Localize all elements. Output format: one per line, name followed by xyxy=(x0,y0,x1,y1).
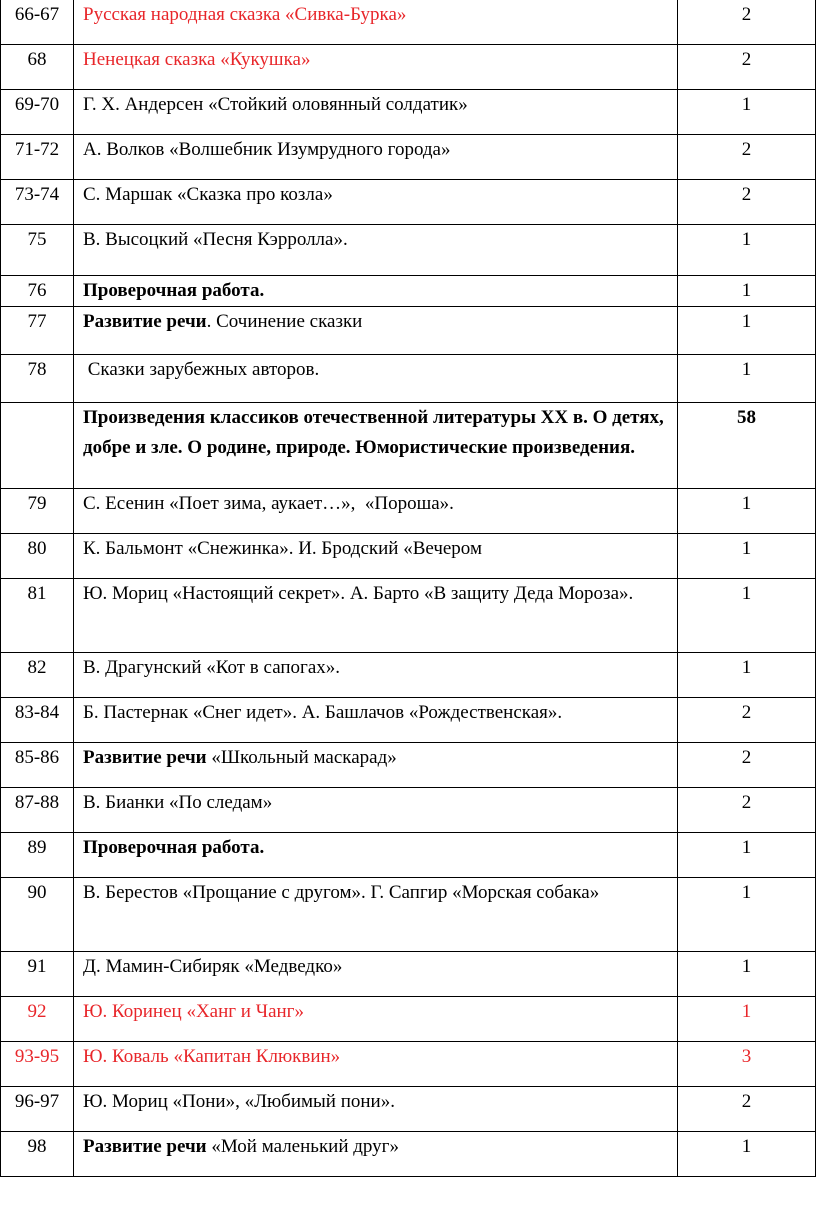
lesson-number: 79 xyxy=(1,489,74,534)
lesson-hours: 1 xyxy=(678,355,816,403)
topic-text: Г. Х. Андерсен «Стойкий оловянный солдатик» xyxy=(83,94,468,115)
table-row xyxy=(1,788,816,833)
lesson-number: 82 xyxy=(1,653,74,698)
lesson-number: 68 xyxy=(1,45,74,90)
lesson-number: 80 xyxy=(1,534,74,579)
lesson-hours: 1 xyxy=(678,579,816,653)
topic-text: С. Маршак «Сказка про козла» xyxy=(83,184,333,205)
table-row xyxy=(1,534,816,579)
table-row xyxy=(1,952,816,997)
table-row xyxy=(1,90,816,135)
table-row xyxy=(1,403,816,489)
lesson-topic xyxy=(74,307,678,355)
table-row xyxy=(1,0,816,45)
lesson-topic xyxy=(74,698,678,743)
lesson-number: 71-72 xyxy=(1,135,74,180)
topic-text: В. Бианки «По следам» xyxy=(83,792,273,813)
lesson-number: 77 xyxy=(1,307,74,355)
lesson-topic xyxy=(74,355,678,403)
topic-text: Б. Пастернак «Снег идет». А. Башлачов «Рождественская». xyxy=(83,702,563,723)
lesson-hours: 1 xyxy=(678,952,816,997)
lesson-number: 98 xyxy=(1,1132,74,1177)
lesson-hours: 1 xyxy=(678,90,816,135)
lesson-number: 92 xyxy=(1,997,74,1042)
topic-bold-part: Проверочная работа. xyxy=(83,280,265,301)
table-row xyxy=(1,833,816,878)
lesson-number: 93-95 xyxy=(1,1042,74,1087)
lesson-number: 78 xyxy=(1,355,74,403)
lesson-topic xyxy=(74,952,678,997)
lesson-number: 73-74 xyxy=(1,180,74,225)
topic-text: Ненецкая сказка «Кукушка» xyxy=(83,49,311,70)
lesson-hours: 2 xyxy=(678,45,816,90)
lesson-topic xyxy=(74,180,678,225)
lesson-number: 85-86 xyxy=(1,743,74,788)
lesson-topic xyxy=(74,833,678,878)
lesson-number: 66-67 xyxy=(1,0,74,45)
lesson-number: 76 xyxy=(1,276,74,307)
lesson-number: 87-88 xyxy=(1,788,74,833)
lesson-number: 81 xyxy=(1,579,74,653)
lesson-topic xyxy=(74,225,678,276)
lesson-hours: 2 xyxy=(678,180,816,225)
lesson-topic xyxy=(74,534,678,579)
lesson-topic xyxy=(74,135,678,180)
table-row xyxy=(1,355,816,403)
topic-text: «Школьный маскарад» xyxy=(206,747,397,768)
lesson-number: 90 xyxy=(1,878,74,952)
table-row xyxy=(1,579,816,653)
lesson-number: 75 xyxy=(1,225,74,276)
lesson-hours: 3 xyxy=(678,1042,816,1087)
lesson-hours: 2 xyxy=(678,1087,816,1132)
table-row xyxy=(1,489,816,534)
lesson-hours: 2 xyxy=(678,0,816,45)
table-row xyxy=(1,997,816,1042)
topic-text: Д. Мамин-Сибиряк «Медведко» xyxy=(83,956,343,977)
lesson-hours: 1 xyxy=(678,833,816,878)
topic-bold-part: Развитие речи xyxy=(83,1136,207,1157)
lesson-number: 69-70 xyxy=(1,90,74,135)
topic-bold-part: Развитие речи xyxy=(83,747,207,768)
table-row xyxy=(1,45,816,90)
table-row xyxy=(1,1132,816,1177)
topic-text: Ю. Коваль «Капитан Клюквин» xyxy=(83,1046,341,1067)
lesson-topic xyxy=(74,743,678,788)
table-row xyxy=(1,878,816,952)
lesson-topic xyxy=(74,489,678,534)
topic-text: Русская народная сказка «Сивка-Бурка» xyxy=(83,4,407,25)
lesson-topic xyxy=(74,276,678,307)
lesson-number: 96-97 xyxy=(1,1087,74,1132)
topic-text: Ю. Мориц «Пони», «Любимый пони». xyxy=(83,1091,395,1112)
topic-text: В. Берестов «Прощание с другом». Г. Сапгир «Морская собака» xyxy=(83,882,600,903)
lesson-topic xyxy=(74,403,678,489)
topic-text: Ю. Коринец «Ханг и Чанг» xyxy=(83,1001,304,1022)
lesson-hours: 2 xyxy=(678,135,816,180)
lesson-hours: 2 xyxy=(678,698,816,743)
lesson-topic xyxy=(74,997,678,1042)
topic-text: С. Есенин «Поет зима, аукает…», «Пороша». xyxy=(83,493,454,514)
lesson-hours: 1 xyxy=(678,225,816,276)
lesson-hours: 1 xyxy=(678,878,816,952)
topic-text: «Мой маленький друг» xyxy=(206,1136,399,1157)
lesson-topic xyxy=(74,878,678,952)
lesson-hours: 1 xyxy=(678,276,816,307)
lesson-hours: 2 xyxy=(678,743,816,788)
lesson-hours: 2 xyxy=(678,788,816,833)
lesson-topic xyxy=(74,1132,678,1177)
topic-text: А. Волков «Волшебник Изумрудного города» xyxy=(83,139,451,160)
lesson-number: 89 xyxy=(1,833,74,878)
lesson-hours: 1 xyxy=(678,307,816,355)
table-row xyxy=(1,225,816,276)
lesson-number: 83-84 xyxy=(1,698,74,743)
lesson-topic xyxy=(74,653,678,698)
lesson-hours: 1 xyxy=(678,997,816,1042)
table-row xyxy=(1,1087,816,1132)
lesson-topic xyxy=(74,579,678,653)
table-row xyxy=(1,180,816,225)
lesson-topic xyxy=(74,1042,678,1087)
table-row xyxy=(1,743,816,788)
topic-text: К. Бальмонт «Снежинка». И. Бродский «Вечером xyxy=(83,538,482,559)
lesson-number: 91 xyxy=(1,952,74,997)
topic-text: Ю. Мориц «Настоящий секрет». А. Барто «В защиту Деда Мороза». xyxy=(83,583,634,604)
topic-text: В. Высоцкий «Песня Кэрролла». xyxy=(83,229,348,250)
table-row xyxy=(1,276,816,307)
topic-text: . Сочинение сказки xyxy=(206,311,363,332)
lesson-topic xyxy=(74,0,678,45)
table-row xyxy=(1,698,816,743)
lesson-hours: 1 xyxy=(678,653,816,698)
table-row xyxy=(1,135,816,180)
lesson-hours: 1 xyxy=(678,1132,816,1177)
topic-bold-part: Произведения классиков отечественной литературы XX в. О детях, добре и зле. О родине, природе. Юмористические произведения. xyxy=(83,407,664,458)
topic-bold-part: Развитие речи xyxy=(83,311,207,332)
table-body xyxy=(1,0,816,1177)
table-row xyxy=(1,653,816,698)
lesson-topic xyxy=(74,90,678,135)
lesson-topic xyxy=(74,1087,678,1132)
lesson-hours: 1 xyxy=(678,489,816,534)
lesson-topic xyxy=(74,788,678,833)
lesson-topic xyxy=(74,45,678,90)
topic-text: Сказки зарубежных авторов. xyxy=(83,359,320,380)
topic-text: В. Драгунский «Кот в сапогах». xyxy=(83,657,341,678)
lesson-hours: 1 xyxy=(678,534,816,579)
table-row xyxy=(1,1042,816,1087)
lesson-hours: 58 xyxy=(678,403,816,489)
topic-bold-part: Проверочная работа. xyxy=(83,837,265,858)
table-row xyxy=(1,307,816,355)
lesson-number xyxy=(1,403,74,489)
